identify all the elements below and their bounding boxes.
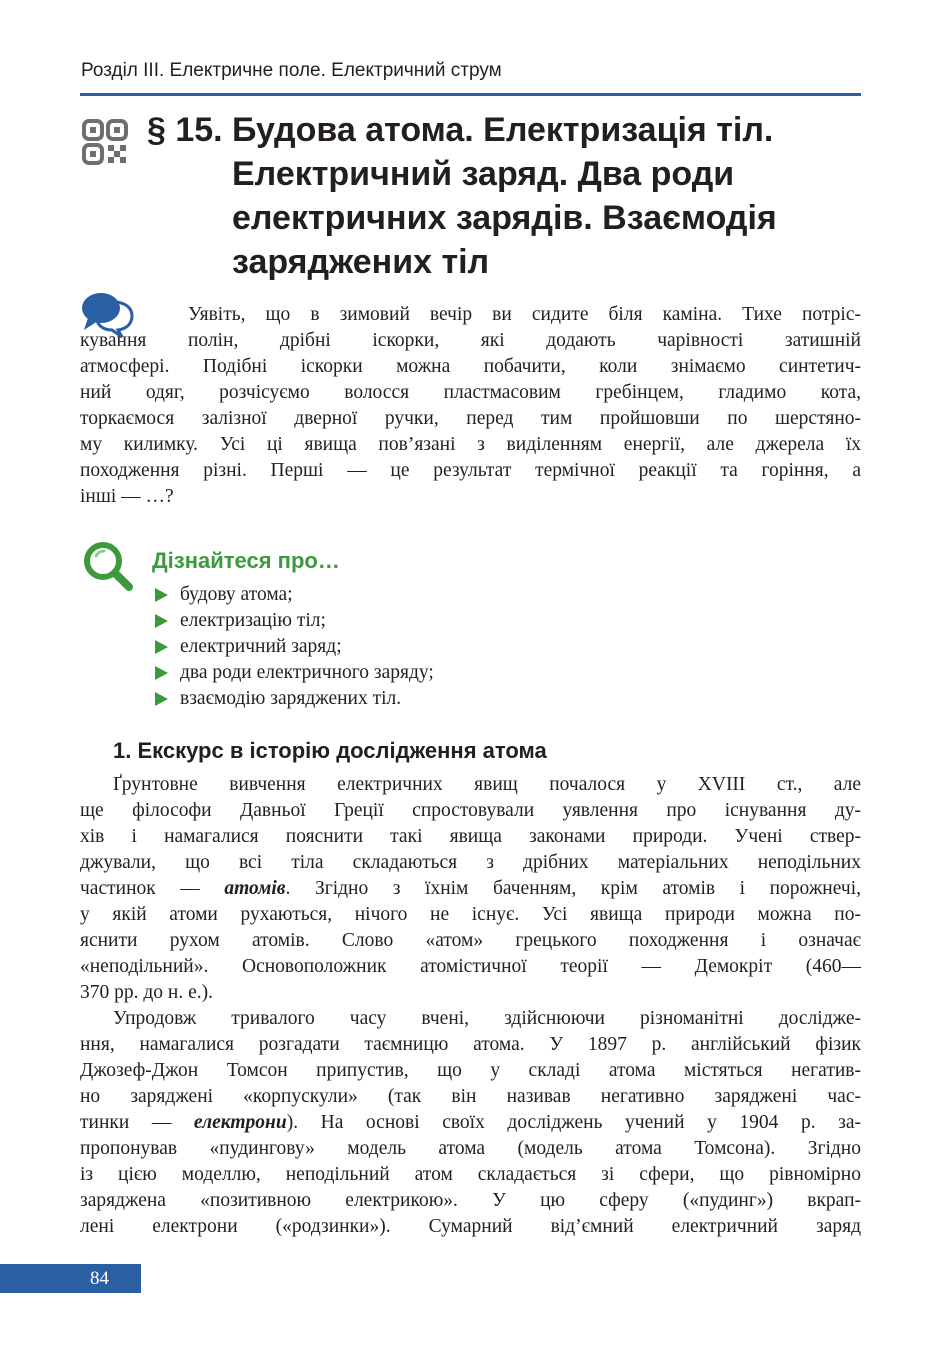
running-head: Розділ III. Електричне поле. Електричний струм	[81, 60, 502, 81]
text-line: «неподільний». Основоположник атомістичної теорії — Демокріт (460—	[80, 956, 861, 977]
list-item-text: електричний заряд;	[180, 636, 342, 657]
list-item-text: два роди електричного заряду;	[180, 662, 434, 683]
text-run: тинки —	[80, 1112, 194, 1133]
text-line: ще філософи Давньої Греції спростовували уявлення про існування ду-	[80, 800, 861, 821]
text-line: яснити рухом атомів. Слово «атом» грецького походження і означає	[80, 930, 861, 951]
list-item	[155, 634, 434, 660]
section-title	[232, 108, 852, 284]
triangle-bullet-icon	[155, 588, 168, 602]
text-line: заряджена «позитивною електрикою». У цю сферу («пудинг») вкрап-	[80, 1190, 861, 1211]
text-line: му килимку. Усі ці явища пов’язані з виділенням енергії, але джерела їх	[80, 434, 861, 455]
text-line: інші — …?	[80, 486, 174, 507]
text-line: хів і намагалися пояснити такі явища законами природи. Учені ствер-	[80, 826, 861, 847]
triangle-bullet-icon	[155, 614, 168, 628]
learn-list	[155, 582, 434, 712]
text-line: у якій атоми рухаються, нічого не існує. Усі явища природи можна по-	[80, 904, 861, 925]
triangle-bullet-icon	[155, 640, 168, 654]
learn-heading: Дізнайтеся про…	[152, 548, 340, 573]
triangle-bullet-icon	[155, 666, 168, 680]
text-line: із цією моделлю, неподільний атом складається зі сфери, що рівномірно	[80, 1164, 861, 1185]
text-line: но заряджені «корпускули» (так він називав негативно заряджені час-	[80, 1086, 861, 1107]
list-item	[155, 608, 434, 634]
text-line: торкаємося залізної дверної ручки, перед тим пройшовши по шерстяно-	[80, 408, 861, 429]
text-line: Упродовж тривалого часу вчені, здійснюючи різноманітні дослідже-	[113, 1008, 861, 1029]
text-line	[80, 876, 861, 902]
text-line: пропонував «пудингову» модель атома (модель атома Томсона). Згідно	[80, 1138, 861, 1159]
magnifier-icon	[82, 540, 134, 592]
term-atoms: атомів	[224, 878, 286, 899]
list-item	[155, 660, 434, 686]
text-line: походження різні. Перші — це результат термічної реакції та горіння, а	[80, 460, 861, 481]
list-item	[155, 686, 434, 712]
list-item	[155, 582, 434, 608]
text-line: атмосфері. Подібні іскорки можна побачити, коли знімаємо синтетич-	[80, 356, 861, 377]
page-number: 84	[90, 1268, 109, 1289]
qr-code-icon	[82, 119, 128, 165]
text-run: частинок —	[80, 878, 225, 899]
text-line: ний одяг, розчісуємо волосся пластмасовим гребінцем, гладимо кота,	[80, 382, 861, 403]
text-line: Джозеф-Джон Томсон припустив, що у складі атома містяться негатив-	[80, 1060, 861, 1081]
text-line: 370 рр. до н. е.).	[80, 982, 214, 1003]
text-line	[80, 1110, 861, 1136]
text-line: Уявіть, що в зимовий вечір ви сидите біля каміна. Тихе потріс-	[188, 304, 861, 325]
text-run: . Згідно з їхнім баченням, крім атомів і порожнечі,	[285, 878, 861, 899]
page-number-bar	[0, 1264, 141, 1293]
text-line: Ґрунтовне вивчення електричних явищ почалося у XVIII ст., але	[113, 774, 861, 795]
intro-paragraph	[80, 302, 861, 510]
text-line: джували, що всі тіла складаються з дрібних матеріальних неподільних	[80, 852, 861, 873]
body-text	[80, 772, 861, 1240]
section-title-line: Електричний заряд. Два роди	[232, 155, 735, 193]
header-rule	[80, 93, 861, 96]
subsection-heading: 1. Екскурс в історію дослідження атома	[113, 738, 547, 763]
text-run: ). На основі своїх досліджень учений у 1904 р. за-	[286, 1112, 861, 1133]
text-line: лені електрони («родзинки»). Сумарний від’ємний електричний заряд	[80, 1216, 861, 1237]
section-title-line: заряджених тіл	[232, 243, 490, 281]
text-line: кування полін, дрібні іскорки, які додають чарівності затишній	[80, 330, 861, 351]
triangle-bullet-icon	[155, 692, 168, 706]
list-item-text: будову атома;	[180, 584, 293, 605]
list-item-text: електризацію тіл;	[180, 610, 326, 631]
section-title-line: електричних зарядів. Взаємодія	[232, 199, 777, 237]
section-title-line: Будова атома. Електризація тіл.	[232, 111, 774, 149]
list-item-text: взаємодію заряджених тіл.	[180, 688, 402, 709]
section-number: § 15.	[147, 111, 223, 149]
term-electrons: електрони	[193, 1112, 287, 1133]
text-line: ння, намагалися розгадати таємницю атома. У 1897 р. англійський фізик	[80, 1034, 861, 1055]
